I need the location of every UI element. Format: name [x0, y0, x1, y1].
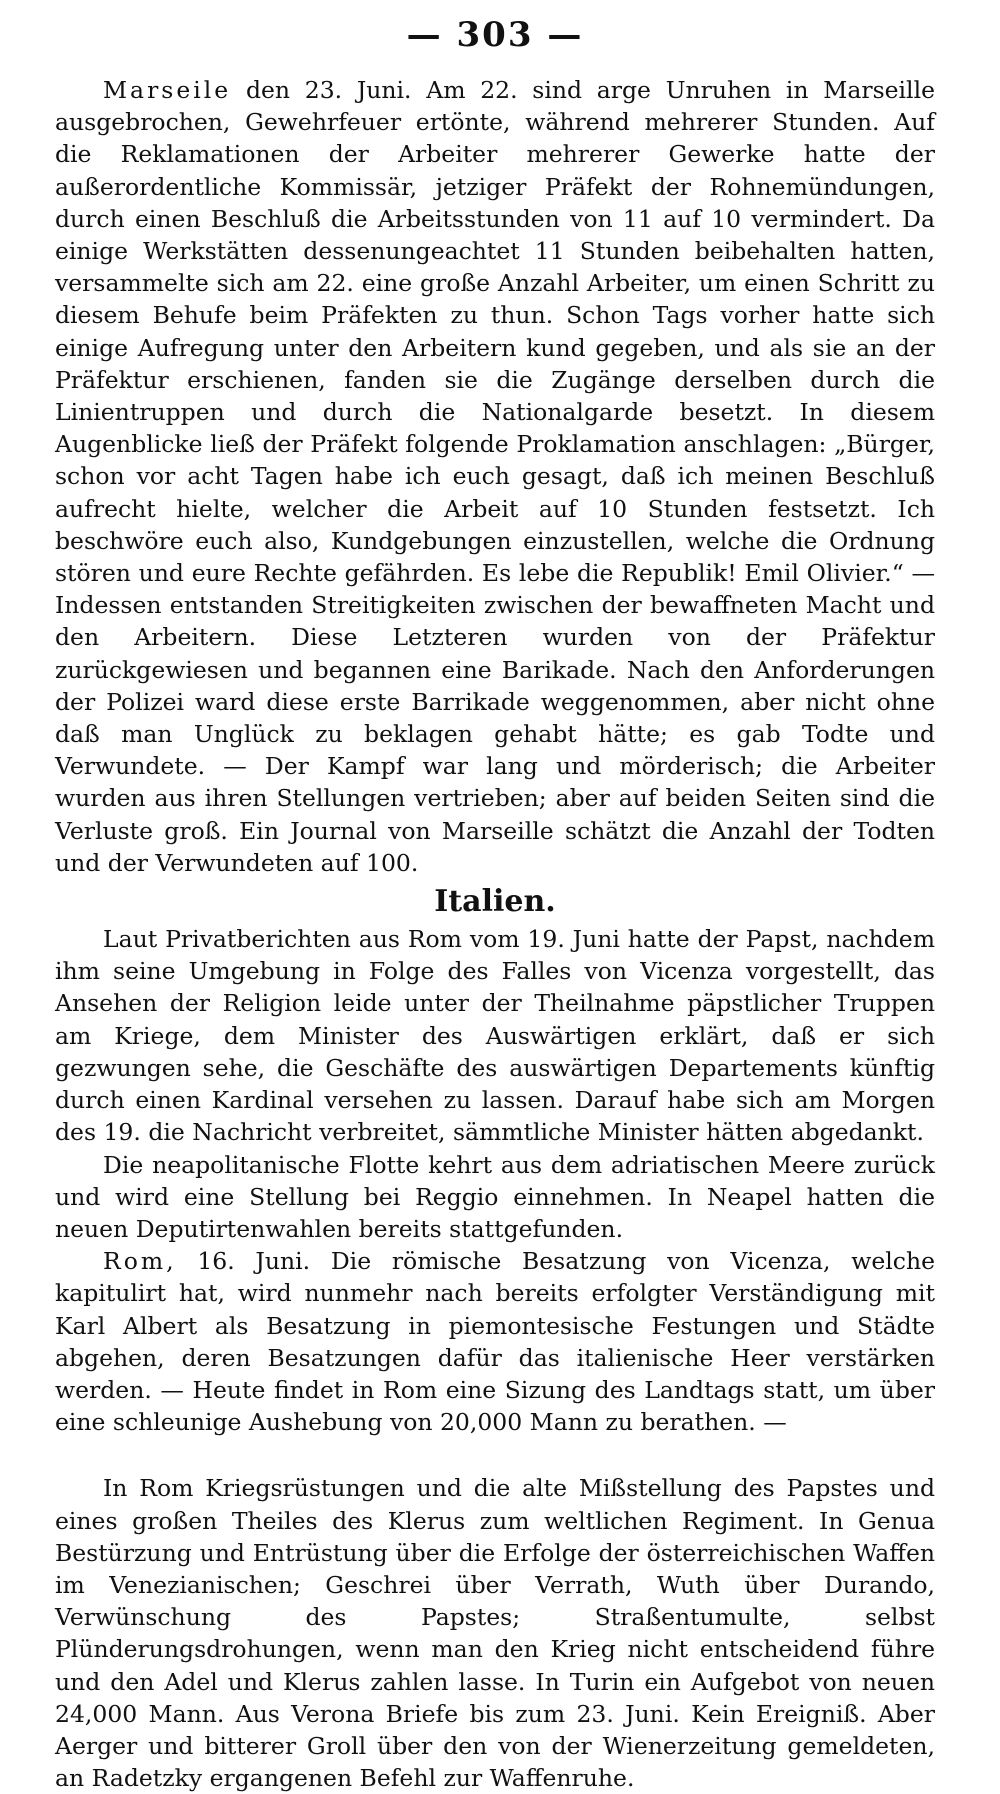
article-text: Die neapolitanische Flotte kehrt aus dem adriatischen Meere zurück und wird eine Stellung bei Reggio einnehmen. In Neapel hatten die neuen Deputirtenwahlen bereits stattgefunden. — [55, 1150, 935, 1243]
article-marseille — [55, 74, 935, 879]
page-number: — 303 — — [406, 15, 584, 55]
article-rom-16-juni — [55, 1245, 935, 1438]
paragraph-gap — [55, 1438, 935, 1472]
article-text: den 23. Juni. Am 22. sind arge Unruhen in Marseille ausgebrochen, Gewehrfeuer ertönte, während mehrerer Stunden. Auf die Reklamationen der Arbeiter mehrerer Gewerke hatte der außerordentliche Kommissär, jetziger Präfekt der Rohnemündungen, durch einen Beschluß die Arbeitsstunden von 11 auf 10 vermindert. Da einige Werkstätten dessenungeachtet 11 Stunden beibehalten hatten, versammelte sich am 22. eine große Anzahl Arbeiter, um einen Schritt zu diesem Behufe beim Präfekten zu thun. Schon Tags vorher hatte sich einige Aufregung unter den Arbeitern kund gegeben, und als sie an der Präfektur erschienen, fanden sie die Zugänge derselben durch die Linientruppen und durch die Nationalgarde besetzt. In diesem Augenblicke ließ der Präfekt folgende Proklamation anschlagen: „Bürger, schon vor acht Tagen habe ich euch gesagt, daß ich meinen Beschluß aufrecht hielte, welcher die Arbeit auf 10 Stunden festsetzt. Ich beschwöre euch also, Kundgebungen einzustellen, welche die Ordnung stören und eure Rechte gefährden. Es lebe die Republik! Emil Olivier.“ — Indessen entstanden Streitigkeiten zwischen der bewaffneten Macht und den Arbeitern. Diese Letzteren wurden von der Präfektur zurückgewiesen und begannen eine Barikade. Nach den Anforderungen der Polizei ward diese erste Barrikade weggenommen, aber nicht ohne daß man Unglück zu beklagen gehabt hätte; es gab Todte und Verwundete. — Der Kampf war lang und mörderisch; die Arbeiter wurden aus ihren Stellungen vertrieben; aber auf beiden Seiten sind die Verluste groß. Ein Journal von Marseille schätzt die Anzahl der Todten und der Verwundeten auf 100. — [55, 76, 935, 877]
article-lead: Marseile — [103, 76, 232, 104]
section-heading-italien: Italien. — [434, 884, 556, 920]
article-text: 16. Juni. Die römische Besatzung von Vicenza, welche kapitulirt hat, wird nunmehr nach bereits erfolgter Verständigung mit Karl Albert als Besatzung in piemontesische Festungen und Städte abgehen, deren Besatzungen dafür das italienische Heer verstärken werden. — Heute findet in Rom eine Sizung des Landtags statt, um über eine schleunige Aushebung von 20,000 Mann zu berathen. — — [55, 1247, 935, 1437]
newspaper-page — [55, 15, 935, 1793]
article-text: Laut Privatberichten aus Rom vom 19. Juni hatte der Papst, nachdem ihm seine Umgebung in Folge des Falles von Vicenza vorgestellt, das Ansehen der Religion leide unter der Theilnahme päpstlicher Truppen am Kriege, dem Minister des Auswärtigen erklärt, daß er sich gezwungen sehe, die Geschäfte des auswärtigen Departements künftig durch einen Kardinal versehen zu lassen. Darauf habe sich am Morgen des 19. die Nachricht verbreitet, sämmtliche Minister hätten abgedankt. — [55, 925, 935, 1147]
article-rom-19-juni — [55, 923, 935, 1148]
article-neapel — [55, 1149, 935, 1246]
article-text: In Rom Kriegsrüstungen und die alte Mißstellung des Papstes und eines großen Theiles des Klerus zum weltlichen Regiment. In Genua Bestürzung und Entrüstung über die Erfolge der österreichischen Waffen im Venezianischen; Geschrei über Verrath, Wuth über Durando, Verwünschung des Papstes; Straßentumulte, selbst Plünderungsdrohungen, wenn man den Krieg nicht entscheidend führe und den Adel und Klerus zahlen lasse. In Turin ein Aufgebot von neuen 24,000 Mann. Aus Verona Briefe bis zum 23. Juni. Kein Ereigniß. Aber Aerger und bitterer Groll über den von der Wienerzeitung gemeldeten, an Radetzky ergangenen Befehl zur Waffenruhe. — [55, 1474, 935, 1793]
article-lead: Rom, — [103, 1247, 177, 1276]
article-kriegsruestungen — [55, 1472, 935, 1794]
